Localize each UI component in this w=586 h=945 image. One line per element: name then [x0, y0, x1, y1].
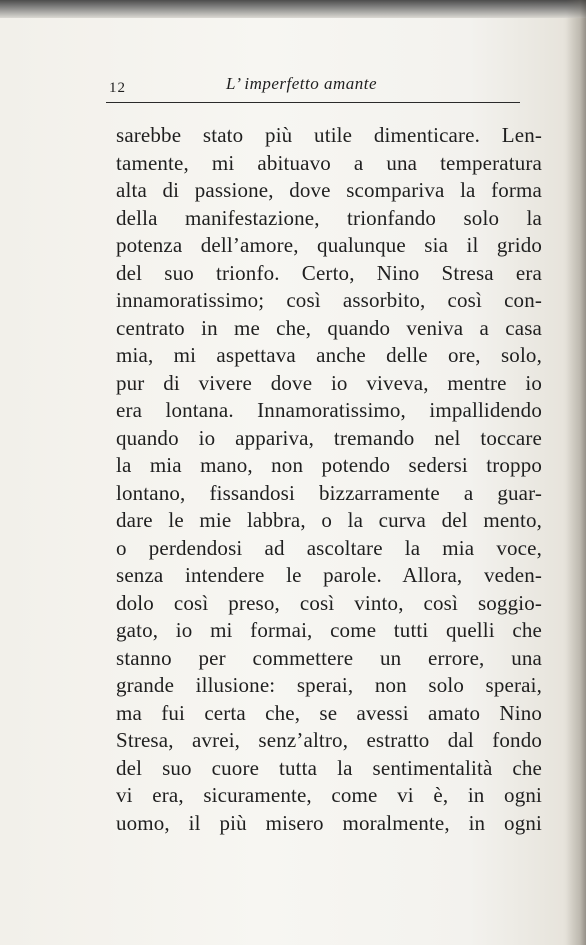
running-title: L’ imperfetto amante: [226, 74, 378, 93]
text-line: sarebbe stato più utile dimenticare. Len-: [116, 123, 542, 147]
text-line: alta di passione, dove scompariva la forma: [116, 178, 542, 202]
text-line: dolo così preso, così vinto, così soggio-: [116, 590, 542, 615]
text-line: dare le mie labbra, o la curva del mento,: [116, 508, 542, 532]
text-line: era lontana. Innamoratissimo, impallidendo: [116, 398, 542, 422]
text-line: centrato in me che, quando veniva a casa: [116, 315, 542, 340]
text-line: del suo trionfo. Certo, Nino Stresa era: [116, 260, 542, 285]
header-rule: [106, 102, 520, 103]
text-line: ma fui certa che, se avessi amato Nino: [116, 700, 542, 725]
text-line: grande illusione: sperai, non solo sperai,: [116, 673, 542, 697]
text-line: la mia mano, non potendo sedersi troppo: [116, 453, 542, 477]
text-line: pur di vivere dove io viveva, mentre io: [116, 370, 542, 395]
running-header: [106, 70, 520, 100]
text-line: uomo, il più misero moralmente, in ogni: [116, 810, 542, 835]
text-line: Stresa, avrei, senz’altro, estratto dal fondo: [116, 728, 542, 752]
page-top-shadow: [0, 0, 586, 18]
text-line: gato, io mi formai, come tutti quelli che: [116, 618, 542, 642]
text-line: lontano, fissandosi bizzarramente a guar-: [116, 480, 542, 505]
text-line: potenza dell’amore, qualunque sia il grido: [116, 233, 542, 257]
text-line: innamoratissimo; così assorbito, così con-: [116, 288, 542, 312]
text-line: del suo cuore tutta la sentimentalità che: [116, 755, 542, 780]
text-line: vi era, sicuramente, come vi è, in ogni: [116, 783, 542, 807]
text-line: della manifestazione, trionfando solo la: [116, 205, 542, 230]
text-line: mia, mi aspettava anche delle ore, solo,: [116, 343, 542, 367]
text-line: senza intendere le parole. Allora, veden-: [116, 563, 542, 587]
page-gutter-shadow: [566, 0, 586, 945]
text-line: stanno per commettere un errore, una: [116, 645, 542, 670]
text-line: o perdendosi ad ascoltare la mia voce,: [116, 535, 542, 560]
text-line: quando io appariva, tremando nel toccare: [116, 425, 542, 450]
body-text: [116, 122, 544, 842]
page-number: 12: [109, 80, 126, 96]
text-line: tamente, mi abituavo a una temperatura: [116, 150, 542, 175]
